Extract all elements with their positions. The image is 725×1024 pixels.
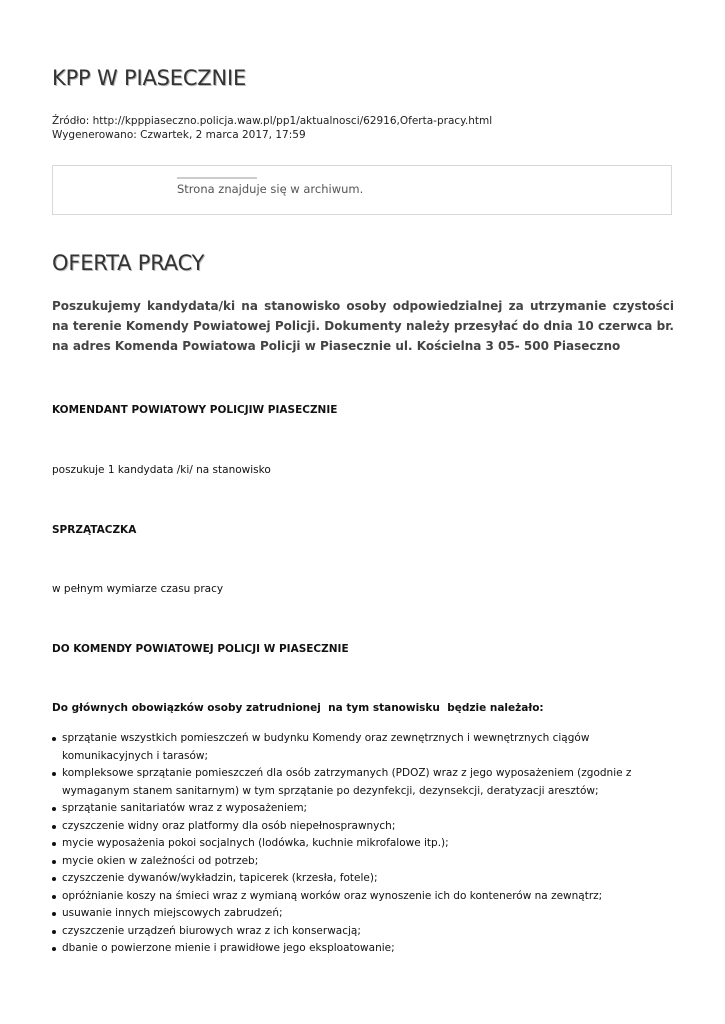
worktime-text: w pełnym wymiarze czasu pracy: [52, 583, 224, 595]
list-item: mycie okien w zależności od potrzeb;: [52, 853, 674, 871]
list-item: czyszczenie urządzeń biurowych wraz z ich konserwacją;: [52, 923, 674, 941]
archive-notice-box: [52, 165, 672, 215]
article-title: OFERTA PRACY: [52, 251, 205, 275]
duties-heading: Do głównych obowiązków osoby zatrudnionej na tym stanowisku będzie należało:: [52, 702, 544, 714]
seeking-text: poszukuje 1 kandydata /ki/ na stanowisko: [52, 464, 271, 476]
list-item: opróżnianie koszy na śmieci wraz z wymianą worków oraz wynoszenie ich do kontenerów na zewnątrz;: [52, 888, 674, 906]
list-item: mycie wyposażenia pokoi socjalnych (lodówka, kuchnie mikrofalowe itp.);: [52, 835, 674, 853]
list-item: sprzątanie sanitariatów wraz z wyposażeniem;: [52, 800, 674, 818]
position-title: SPRZĄTACZKA: [52, 524, 137, 536]
duties-list: [52, 730, 674, 958]
list-item: sprzątanie wszystkich pomieszczeń w budynku Komendy oraz zewnętrznych i wewnętrznych ciągów komunikacyjnych i tarasów;: [52, 730, 674, 765]
archive-notice: Strona znajduje się w archiwum.: [177, 182, 364, 196]
list-item: dbanie o powierzone mienie i prawidłowe jego eksploatowanie;: [52, 940, 674, 958]
generated-date: Wygenerowano: Czwartek, 2 marca 2017, 17:59: [52, 129, 306, 141]
list-item: czyszczenie dywanów/wykładzin, tapicerek (krzesła, fotele);: [52, 870, 674, 888]
list-item: czyszczenie widny oraz platformy dla osób niepełnosprawnych;: [52, 818, 674, 836]
unit-heading: DO KOMENDY POWIATOWEJ POLICJI W PIASECZNIE: [52, 643, 349, 655]
source-url: Źródło: http://kpppiaseczno.policja.waw.pl/pp1/aktualnosci/62916,Oferta-pracy.html: [52, 115, 493, 127]
commander-heading: KOMENDANT POWIATOWY POLICJIW PIASECZNIE: [52, 404, 338, 416]
site-title: KPP W PIASECZNIE: [52, 66, 247, 90]
archive-divider: [177, 177, 257, 179]
list-item: kompleksowe sprzątanie pomieszczeń dla osób zatrzymanych (PDOZ) wraz z jego wyposażeniem (zgodnie z wymaganym stanem sanitarnym) w tym sprzątanie po dezynfekcji, dezynsekcji, deratyzacji aresztów;: [52, 765, 674, 800]
list-item: usuwanie innych miejscowych zabrudzeń;: [52, 905, 674, 923]
source-meta: [52, 114, 492, 142]
article-lead: Poszukujemy kandydata/ki na stanowisko osoby odpowiedzialnej za utrzymanie czystości na terenie Komendy Powiatowej Policji. Dokumenty należy przesyłać do dnia 10 czerwca br. na adres Komenda Powiatowa Policji w Piasecznie ul. Kościelna 3 05- 500 Piaseczno: [52, 299, 674, 353]
